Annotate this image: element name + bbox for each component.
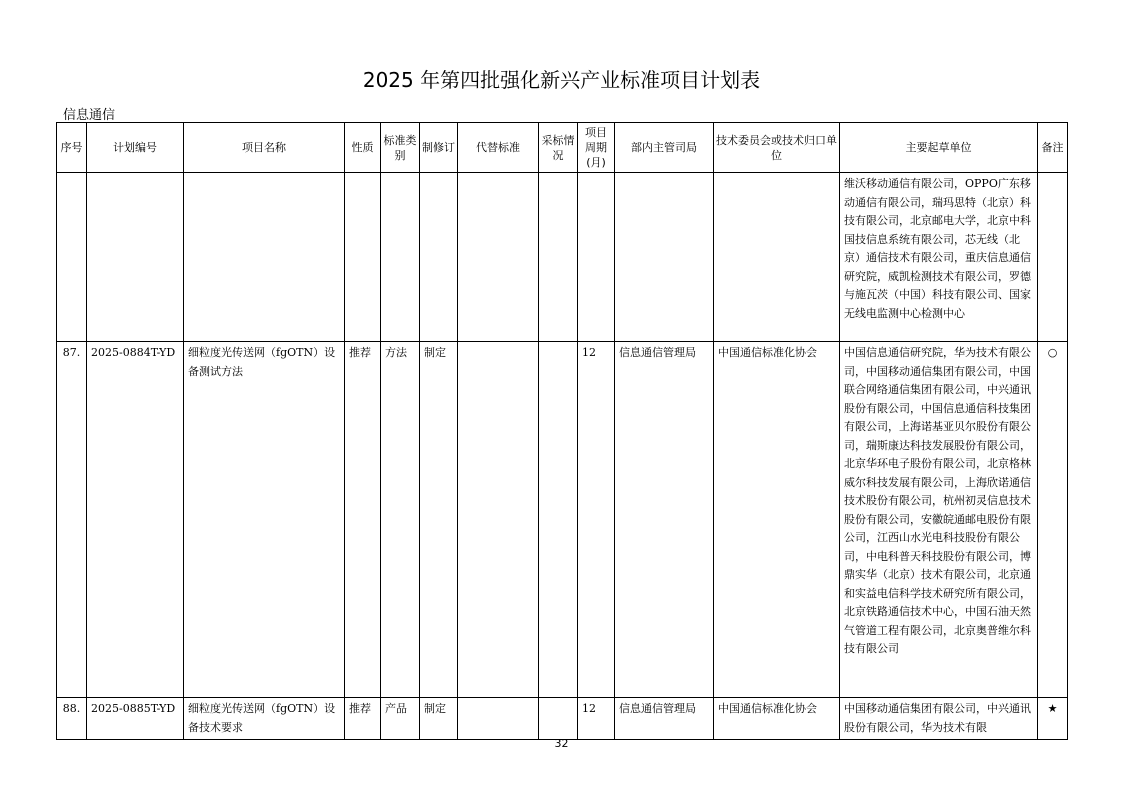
cell-committee: 中国通信标准化协会 [714, 342, 840, 698]
cell-note [1038, 173, 1068, 342]
header-name: 项目名称 [184, 123, 345, 173]
header-revision: 制修订 [420, 123, 458, 173]
cell-drafters: 维沃移动通信有限公司，OPPO广东移动通信有限公司，瑞玛思特（北京）科技有限公司，北京邮电大学，北京中科国技信息系统有限公司，芯无线（北京）通信技术有限公司，重庆信息通信研究院，威凯检测技术有限公司，罗德与施瓦茨（中国）科技有限公司、国家无线电监测中心检测中心 [840, 173, 1038, 342]
table-row [57, 342, 1068, 698]
cell-period [578, 173, 615, 342]
cell-period: 12 [578, 698, 615, 740]
cell-note: ○ [1038, 342, 1068, 698]
header-period: 项目周期(月) [578, 123, 615, 173]
cell-name [184, 173, 345, 342]
cell-nature: 推荐 [345, 342, 381, 698]
header-std-type: 标准类别 [381, 123, 420, 173]
cell-std-type: 方法 [381, 342, 420, 698]
page-number: 32 [554, 737, 569, 750]
cell-replace [458, 173, 539, 342]
cell-drafters: 中国信息通信研究院，华为技术有限公司，中国移动通信集团有限公司，中国联合网络通信集团有限公司，中兴通讯股份有限公司，中国信息通信科技集团有限公司，上海诺基亚贝尔股份有限公司，瑞斯康达科技发展股份有限公司，北京华环电子股份有限公司，北京格林威尔科技发展有限公司，上海欣诺通信技术股份有限公司，杭州初灵信息技术股份有限公司，安徽皖通邮电股份有限公司，江西山水光电科技股份有限公司，中电科普天科技股份有限公司，博鼎实华（北京）技术有限公司，北京通和实益电信科学技术研究所有限公司，北京铁路通信技术中心，中国石油天然气管道工程有限公司，北京奥普维尔科技有限公司 [840, 342, 1038, 698]
cell-seq [57, 173, 87, 342]
cell-nature [345, 173, 381, 342]
cell-replace [458, 698, 539, 740]
cell-plan-no [87, 173, 184, 342]
cell-drafters: 中国移动通信集团有限公司，中兴通讯股份有限公司，华为技术有限 [840, 698, 1038, 740]
header-note: 备注 [1038, 123, 1068, 173]
section-label: 信息通信 [63, 108, 116, 123]
cell-dept: 信息通信管理局 [615, 698, 714, 740]
header-replace: 代替标准 [458, 123, 539, 173]
cell-name: 细粒度光传送网（fgOTN）设备测试方法 [184, 342, 345, 698]
cell-seq: 87. [57, 342, 87, 698]
header-nature: 性质 [345, 123, 381, 173]
cell-seq: 88. [57, 698, 87, 740]
plan-table [56, 122, 1068, 740]
cell-adopt [539, 342, 578, 698]
header-row [57, 123, 1068, 173]
cell-dept: 信息通信管理局 [615, 342, 714, 698]
cell-revision [420, 173, 458, 342]
cell-period: 12 [578, 342, 615, 698]
cell-std-type: 产品 [381, 698, 420, 740]
cell-nature: 推荐 [345, 698, 381, 740]
header-dept: 部内主管司局 [615, 123, 714, 173]
cell-note: ★ [1038, 698, 1068, 740]
table-row [57, 698, 1068, 740]
cell-replace [458, 342, 539, 698]
cell-revision: 制定 [420, 342, 458, 698]
cell-plan-no: 2025-0884T-YD [87, 342, 184, 698]
cell-adopt [539, 173, 578, 342]
header-seq: 序号 [57, 123, 87, 173]
cell-committee [714, 173, 840, 342]
cell-dept [615, 173, 714, 342]
cell-name: 细粒度光传送网（fgOTN）设备技术要求 [184, 698, 345, 740]
header-drafters: 主要起草单位 [840, 123, 1038, 173]
header-committee: 技术委员会或技术归口单位 [714, 123, 840, 173]
cell-std-type [381, 173, 420, 342]
header-adopt: 采标情况 [539, 123, 578, 173]
table-row [57, 173, 1068, 342]
page-title: 2025 年第四批强化新兴产业标准项目计划表 [362, 68, 761, 92]
cell-plan-no: 2025-0885T-YD [87, 698, 184, 740]
cell-committee: 中国通信标准化协会 [714, 698, 840, 740]
cell-adopt [539, 698, 578, 740]
cell-revision: 制定 [420, 698, 458, 740]
header-plan-no: 计划编号 [87, 123, 184, 173]
